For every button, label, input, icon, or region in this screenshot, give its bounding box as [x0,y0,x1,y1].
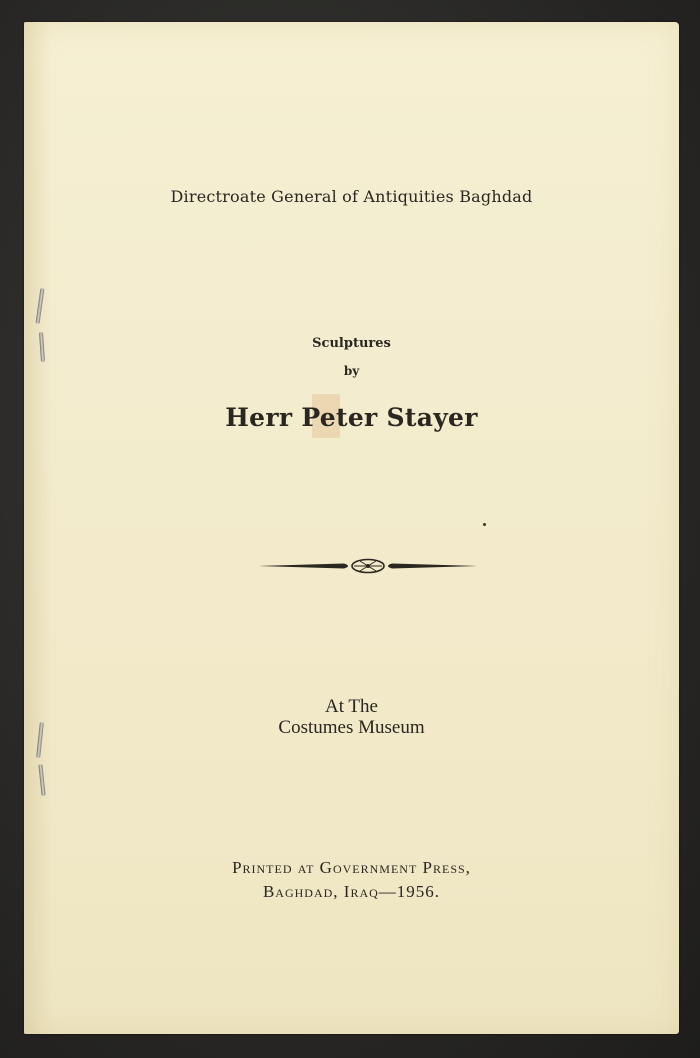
decorative-rule-icon [256,557,480,575]
show-through-text [119,162,619,482]
printer-line-2: Baghdad, Iraq—1956. [262,882,441,901]
artist-name: Herr Peter Stayer [225,403,478,432]
ink-speck [483,523,486,526]
exhibition-subtitle: Sculptures [312,336,391,351]
venue-line-1: At The [325,696,378,717]
printer-line-1: Printed at Government Press, [232,858,471,877]
venue-line-2: Costumes Museum [278,717,425,738]
pamphlet-cover [24,22,679,1034]
by-label: by [343,364,360,378]
organization-heading: Directroate General of Antiquities Baghdad [170,187,533,206]
